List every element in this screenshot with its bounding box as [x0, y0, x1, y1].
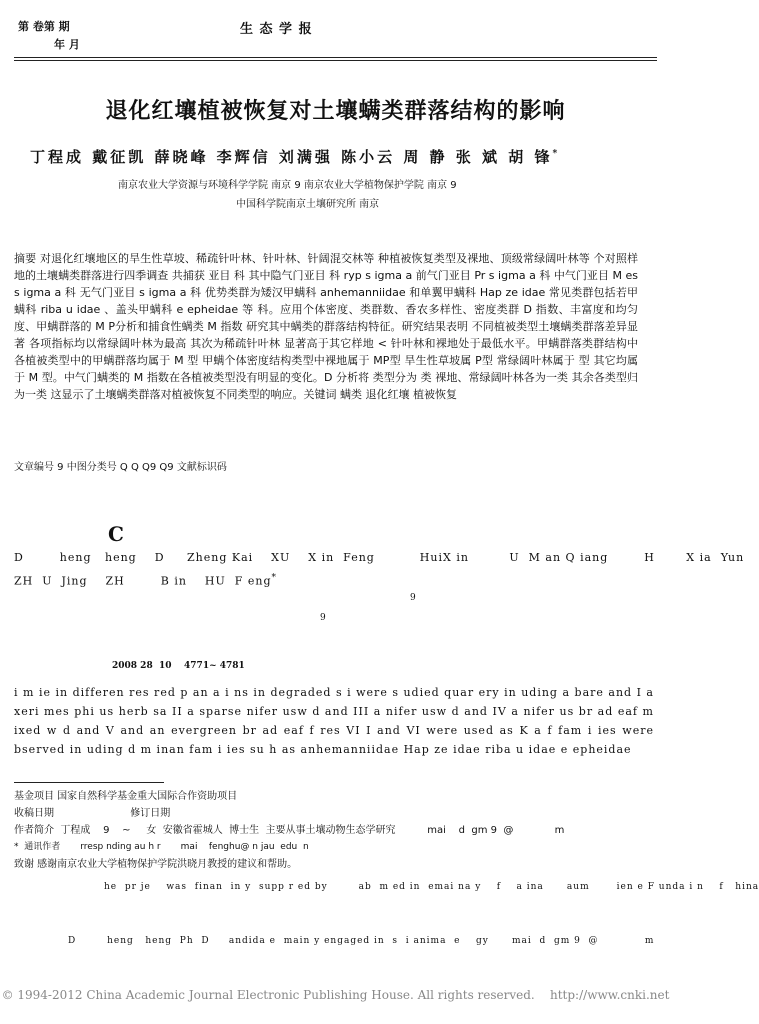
author-list — [30, 146, 557, 167]
english-authors-line-2 — [14, 568, 654, 592]
english-authors-line-2-text: ZH U Jing ZH B in HU F eng — [14, 574, 272, 588]
volume-line: 第 卷第 期 — [18, 20, 70, 33]
article-meta: 文章编号 9 中图分类号 Q Q Q9 Q9 文献标识码 — [14, 462, 227, 473]
author-bio-note: 作者简介 丁程成 9 ~ 女 安徽省霍城人 博士生 主要从事土壤动物生态学研究 mai d gm 9 @ m — [14, 825, 565, 836]
english-title: C — [108, 522, 124, 546]
journal-name: 生 态 学 报 — [240, 22, 313, 37]
date-line: 年 月 — [54, 38, 80, 51]
footnotes — [14, 788, 654, 873]
author-bio-english: D heng heng Ph D andida e main y engaged in s i anima e gy mai d gm 9 @ m — [68, 936, 655, 946]
english-abstract: i m ie in differen res red p an a i ns in degraded s i were s udied quar ery in uding a bare and I a xeri mes phi us herb sa II a sparse nifer usw d and III a nifer usw d and IV a nifer us br ad eaf m ixed w d and V and an evergreen br ad eaf f res VI I and VI were used as K a f fam i ies were bserved in uding d m inan fam i ies su h as anhemanniidae Hap ze idae riba u idae e epheidae — [14, 686, 654, 756]
corresponding-mark: * — [552, 149, 558, 159]
citation-line: 2008 28 10 4771~ 4781 — [112, 661, 245, 671]
thanks-note: 致谢 感谢南京农业大学植物保护学院洪晓月教授的建议和帮助。 — [14, 859, 298, 870]
affiliation-line-1: 南京农业大学资源与环境科学学院 南京 9 南京农业大学植物保护学院 南京 9 — [118, 180, 457, 191]
english-corresponding-mark: * — [271, 573, 277, 583]
affiliation-line-2: 中国科学院南京土壤研究所 南京 — [236, 199, 380, 210]
author-names: 丁程成 戴征凯 薛晓峰 李辉信 刘满强 陈小云 周 静 张 斌 胡 锋 — [30, 148, 553, 166]
fund-note: 基金项目 国家自然科学基金重大国际合作资助项目 — [14, 791, 238, 802]
english-authors-line-1: D heng heng D Zheng Kai XU X in Feng HuiX in U M an Q iang H X ia Yun — [14, 551, 745, 564]
footnote-separator — [14, 782, 164, 783]
english-affiliation-number-2: 9 — [320, 613, 326, 623]
paper-title: 退化红壤植被恢复对土壤螨类群落结构的影响 — [105, 99, 566, 124]
received-note: 收稿日期 修订日期 — [14, 808, 171, 819]
corresponding-note: * 通讯作者 rresp nding au h r mai fenghu@ n jau edu n — [14, 842, 309, 852]
english-authors — [14, 548, 745, 592]
copyright-footer: © 1994-2012 China Academic Journal Electronic Publishing House. All rights reserved. http://www.cnki.net — [1, 988, 670, 1002]
english-affiliation-number-1: 9 — [410, 593, 416, 603]
journal-issue-info — [18, 18, 80, 54]
header-rule-bottom — [14, 60, 657, 61]
header-rule-top — [14, 57, 657, 58]
chinese-abstract: 摘要 对退化红壤地区的旱生性草坡、稀疏针叶林、针叶林、针阔混交林等 种植被恢复类型及裸地、顶级常绿阔叶林等 个对照样地的土壤螨类群落进行四季调查 共捕获 亚目 科 其中隐气门亚目 科 ryp s igma a 前气门亚目 Pr s igma a 科 中气门亚目 M es s igma a 科 无气门亚目 s igma a 科 优势类群为矮汉甲螨科 anhemanniidae 和单翼甲螨科 Hap ze idae 常见类群包括若甲螨科 riba u idae 、盖头甲螨科 e epheidae 等 科。应用个体密度、类群数、香农多样性、密度类群 D 指数、丰富度和均匀度、甲螨群落的 M P分析和捕食性螨类 M 指数 研究其中螨类的群落结构特征。研究结果表明 不同植被类型土壤螨类群落差异显著 各项指标均以常绿阔叶林为最高 其次为稀疏针叶林 显著高于其它样地 < 针叶林和裸地处于最低水平。甲螨群落类群结构中 各植被类型中的甲螨群落均属于 M 型 甲螨个体密度结构类型中裸地属于 MP型 旱生性草坡属 P型 常绿阔叶林属于 型 其它均属于 M 型。中气门螨类的 M 指数在各植被类型没有明显的变化。D 分析将 类型分为 类 裸地、常绿阔叶林各为一类 其余各类型归为一类 这显示了土壤螨类群落对植被恢复不同类型的响应。关键词 螨类 退化红壤 植被恢复 — [14, 252, 638, 401]
fund-note-english: he pr je was finan in y supp r ed by ab m ed in emai na y f a ina aum ien e F unda i n f hina — [104, 882, 759, 892]
